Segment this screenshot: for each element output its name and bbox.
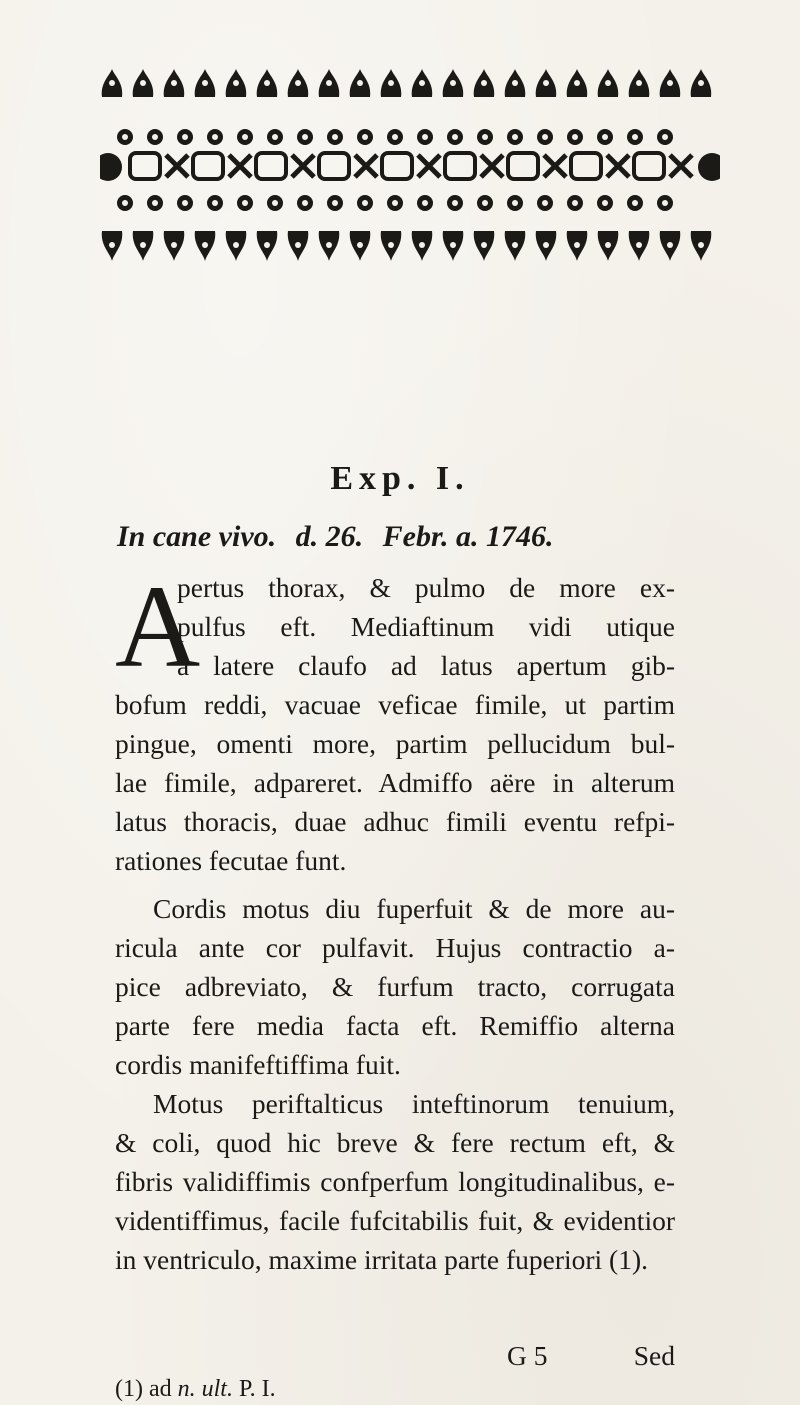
text-line: fibris validiffimis confperfum longitudinalibus, e- [115, 1166, 675, 1197]
fleuron-dot [667, 242, 673, 248]
fleuron-dot [388, 242, 394, 248]
rosette-center [482, 134, 488, 140]
rosette-center [362, 134, 368, 140]
fleuron-dot [202, 242, 208, 248]
text-line: pertus thorax, & pulmo de more ex- [177, 572, 675, 603]
rosette-center [152, 134, 158, 140]
interlace-frame [256, 153, 286, 179]
interlace-frame [130, 153, 160, 179]
rosette-center [122, 200, 128, 206]
text-line: in ventriculo, maxime irritata parte fuperiori (1). [115, 1244, 648, 1275]
fleuron-dot [698, 80, 704, 86]
interlace-frame [508, 153, 538, 179]
fleuron-dot [357, 80, 363, 86]
subtitle-day: d. 26. [295, 520, 364, 553]
interlace-frame [445, 153, 475, 179]
text-line: pingue, omenti more, partim pellucidum bul- [115, 728, 675, 759]
fleuron-dot [450, 242, 456, 248]
fleuron-dot [574, 80, 580, 86]
star-glyph [355, 155, 377, 177]
ornament-band [100, 55, 720, 270]
rosette-center [332, 200, 338, 206]
rosette-center [152, 200, 158, 206]
fleuron-dot [574, 242, 580, 248]
text-line: videntiffimus, facile fufcitabilis fuit, & evidentior [115, 1205, 675, 1236]
rosette-center [542, 200, 548, 206]
fleuron-dot [171, 80, 177, 86]
text-line: rationes fecutae funt. [115, 845, 347, 876]
fleuron-dot [233, 80, 239, 86]
fleuron-dot [512, 242, 518, 248]
rosette-center [452, 134, 458, 140]
text-line: Cordis motus diu fuperfuit & de more au- [153, 893, 675, 924]
text-line: cordis manifeftiffima fuit. [115, 1049, 401, 1080]
fleuron-dot [357, 242, 363, 248]
star-glyph [670, 155, 692, 177]
fleuron-dot [264, 242, 270, 248]
drop-cap: A [115, 561, 201, 692]
rosette-center [392, 134, 398, 140]
subtitle-date: Febr. a. 1746. [382, 520, 554, 553]
fleuron-dot [109, 242, 115, 248]
rosette-center [422, 200, 428, 206]
rosette-center [512, 134, 518, 140]
footnote-ref: n. ult. [177, 1376, 233, 1402]
footnote-ad: ad [148, 1376, 172, 1402]
text-line: a latere claufo ad latus apertum gib- [177, 650, 675, 681]
text-line: Motus periftalticus inteftinorum tenuium, [153, 1088, 675, 1119]
signature-mark: G 5 [507, 1340, 548, 1371]
rosette-center [302, 200, 308, 206]
rosette-center [662, 200, 668, 206]
rosette-center [242, 200, 248, 206]
rosette-center [122, 134, 128, 140]
star-glyph [607, 155, 629, 177]
rosette-center [332, 134, 338, 140]
rosette-center [182, 134, 188, 140]
text-line: ricula ante cor pulfavit. Hujus contractio a- [115, 932, 675, 963]
text-line: latus thoracis, duae adhuc fimili eventu refpi- [115, 806, 675, 837]
text-line: parte fere media facta eft. Remiffio alterna [115, 1010, 675, 1041]
fleuron-dot [698, 242, 704, 248]
rosette-center [182, 200, 188, 206]
fleuron-dot [326, 242, 332, 248]
fleuron-dot [450, 80, 456, 86]
rosette-center [422, 134, 428, 140]
rosette-center [302, 134, 308, 140]
fleuron-dot [233, 242, 239, 248]
interlace-frame [382, 153, 412, 179]
fleuron-dot [419, 242, 425, 248]
experiment-heading: Exp. I. [330, 460, 470, 497]
fleuron-dot [543, 80, 549, 86]
fleuron-dot [264, 80, 270, 86]
fleuron-dot [605, 242, 611, 248]
interlace-frame [571, 153, 601, 179]
fleuron-dot [636, 242, 642, 248]
star-glyph [166, 155, 188, 177]
fleuron-dot [295, 242, 301, 248]
text-line: & coli, quod hic breve & fere rectum eft, & [115, 1127, 675, 1158]
rosette-center [392, 200, 398, 206]
rosette-center [362, 200, 368, 206]
fleuron-dot [109, 80, 115, 86]
rosette-center [602, 134, 608, 140]
rosette-center [662, 134, 668, 140]
fleuron-dot [140, 80, 146, 86]
interlace-frame [634, 153, 664, 179]
rosette-center [272, 200, 278, 206]
fleuron-dot [140, 242, 146, 248]
medallion-right [698, 153, 720, 181]
fleuron-dot [667, 80, 673, 86]
rosette-center [632, 134, 638, 140]
fleuron-dot [202, 80, 208, 86]
star-glyph [544, 155, 566, 177]
rosette-center [572, 134, 578, 140]
rosette-center [602, 200, 608, 206]
rosette-center [572, 200, 578, 206]
body-text [115, 561, 675, 1279]
star-glyph [229, 155, 251, 177]
fleuron-dot [326, 80, 332, 86]
subtitle-subject: In cane vivo. [117, 520, 277, 553]
catchword: Sed [633, 1340, 675, 1371]
star-glyph [481, 155, 503, 177]
ornament-graphic [100, 55, 720, 270]
rosette-center [452, 200, 458, 206]
text-line: pulfus eft. Mediaftinum vidi utique [177, 611, 675, 642]
medallion-left [100, 153, 122, 181]
fleuron-dot [543, 242, 549, 248]
fleuron-dot [512, 80, 518, 86]
rosette-center [632, 200, 638, 206]
rosette-center [212, 200, 218, 206]
footnote [115, 1376, 276, 1403]
fleuron-dot [481, 80, 487, 86]
footnote-mark: (1) [115, 1376, 143, 1402]
fleuron-dot [388, 80, 394, 86]
rosette-center [542, 134, 548, 140]
rosette-center [272, 134, 278, 140]
fleuron-dot [636, 80, 642, 86]
fleuron-dot [481, 242, 487, 248]
rosette-center [482, 200, 488, 206]
star-glyph [418, 155, 440, 177]
fleuron-dot [605, 80, 611, 86]
rosette-center [242, 134, 248, 140]
star-glyph [292, 155, 314, 177]
rosette-center [512, 200, 518, 206]
fleuron-dot [295, 80, 301, 86]
interlace-frame [193, 153, 223, 179]
footnote-page: P. I. [238, 1376, 276, 1402]
fleuron-dot [171, 242, 177, 248]
fleuron-dot [419, 80, 425, 86]
text-line: pice adbreviato, & furfum tracto, corrugata [115, 971, 675, 1002]
experiment-subtitle [117, 520, 566, 554]
rosette-center [212, 134, 218, 140]
text-line: bofum reddi, vacuae veficae fimile, ut partim [115, 689, 675, 720]
text-line: lae fimile, adpareret. Admiffo aëre in alterum [115, 767, 675, 798]
interlace-frame [319, 153, 349, 179]
